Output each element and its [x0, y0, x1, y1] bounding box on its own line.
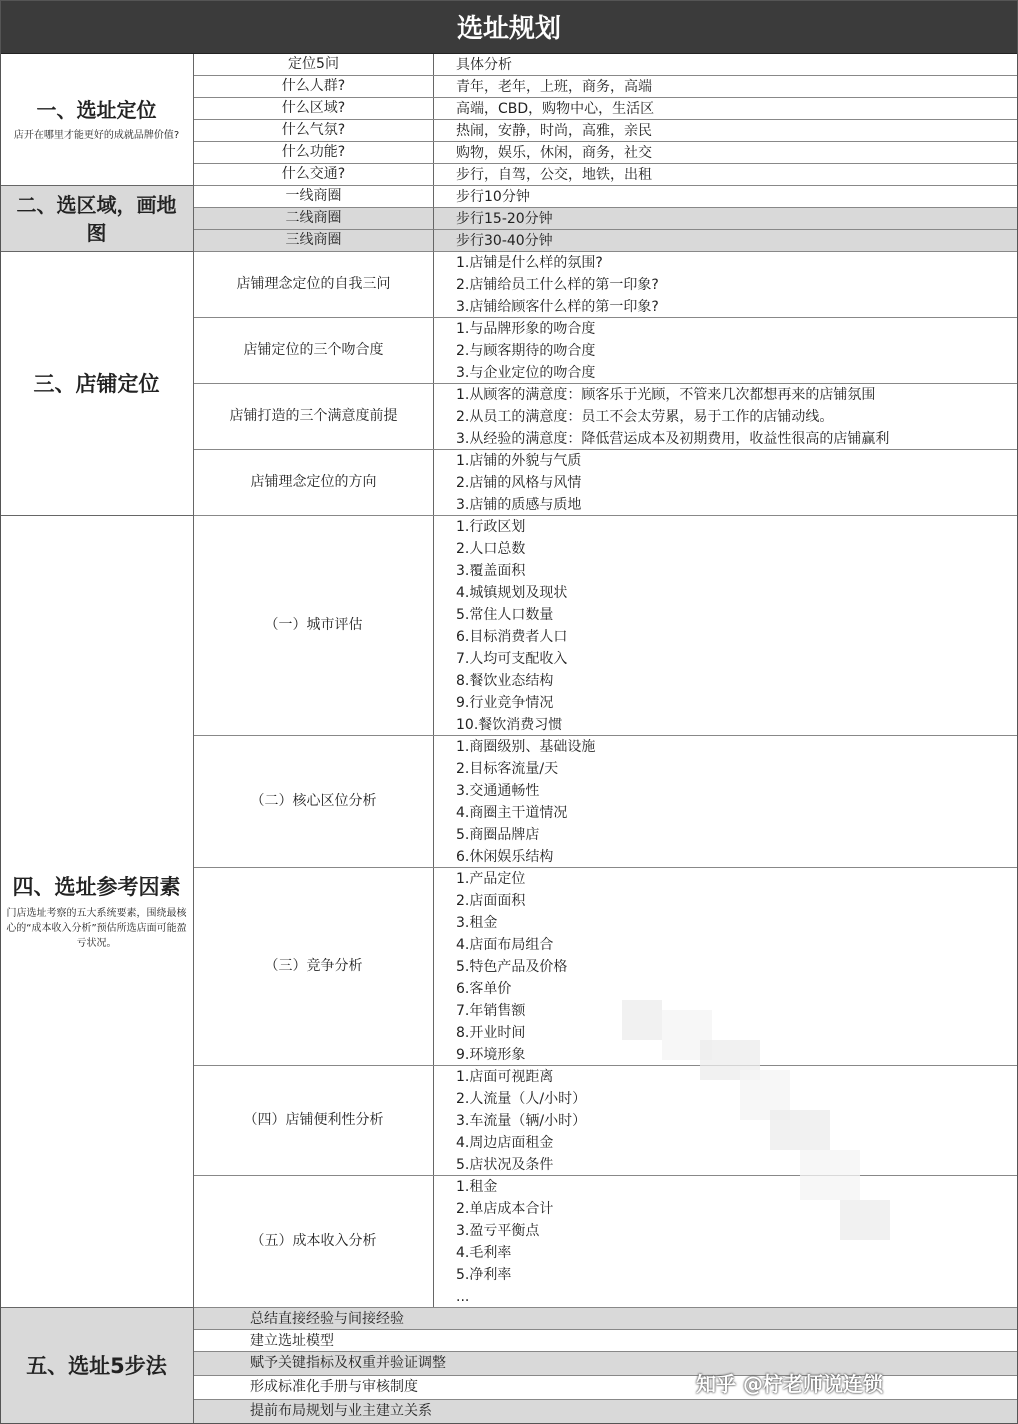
detail-line: ... [456, 1289, 470, 1305]
sec4-row-0-label: （一）城市评估 [194, 516, 434, 736]
section-1-title: 一、选址定位 [36, 98, 157, 122]
sec5-step-3: 形成标准化手册与审核制度 [194, 1376, 1018, 1400]
sec4-row-0-detail [194, 516, 1018, 736]
detail-line: 5.净利率 [456, 1267, 512, 1283]
detail-line: 6.休闲娱乐结构 [456, 849, 554, 865]
section-2-title: 二、选区域，画地图 [16, 192, 177, 245]
detail-line: 3.交通通畅性 [456, 783, 540, 799]
detail-line: 热闹，安静，时尚，高雅，亲民 [456, 123, 652, 139]
detail-line: 购物，娱乐，休闲，商务，社交 [456, 145, 652, 161]
detail-line: 3.租金 [456, 915, 498, 931]
detail-line: 3.店铺给顾客什么样的第一印象? [456, 299, 659, 315]
sec1-row-2-label: 什么区域? [194, 98, 434, 120]
sec3-row-0-label: 店铺理念定位的自我三问 [194, 252, 434, 318]
detail-line: 2.单店成本合计 [456, 1201, 554, 1217]
detail-line: 4.商圈主干道情况 [456, 805, 568, 821]
detail-line: 2.目标客流量/天 [456, 761, 559, 777]
detail-line: 5.常住人口数量 [456, 607, 554, 623]
section-4-desc: 门店选址考察的五大系统要素，围绕最核心的“成本收入分析”预估所选店面可能盈亏状况。 [6, 908, 187, 949]
detail-line: 具体分析 [456, 57, 512, 73]
detail-line: 1.行政区划 [456, 519, 526, 535]
sec4-row-4-label: （五）成本收入分析 [194, 1176, 434, 1308]
detail-line: 4.周边店面租金 [456, 1135, 554, 1151]
detail-line: 7.人均可支配收入 [456, 651, 568, 667]
sec2-row-2-label: 三线商圈 [194, 230, 434, 252]
detail-line: 3.从经验的满意度：降低营运成本及初期费用，收益性很高的店铺赢利 [456, 431, 890, 447]
detail-line: 3.盈亏平衡点 [456, 1223, 540, 1239]
sec4-row-2-detail [194, 868, 1018, 1066]
sec1-row-4-detail [194, 142, 1018, 164]
detail-line: 2.从员工的满意度：员工不会太劳累，易于工作的店铺动线。 [456, 409, 834, 425]
detail-line: 步行10分钟 [456, 189, 530, 205]
mosaic-block [840, 1200, 890, 1240]
detail-line: 1.店面可视距离 [456, 1069, 554, 1085]
sec4-row-1-label: （二）核心区位分析 [194, 736, 434, 868]
section-5-label [0, 1308, 194, 1424]
section-1-label [0, 54, 194, 186]
sec1-row-1-detail [194, 76, 1018, 98]
sec3-row-3-detail [194, 450, 1018, 516]
detail-line: 9.行业竞争情况 [456, 695, 554, 711]
detail-line: 1.与品牌形象的吻合度 [456, 321, 596, 337]
sec5-step-0: 总结直接经验与间接经验 [194, 1308, 1018, 1330]
sec1-row-2-detail [194, 98, 1018, 120]
watermark: 知乎 @柠老师说连锁 [696, 1372, 883, 1396]
section-4-title: 四、选址参考因素 [12, 875, 181, 899]
sec5-step-1: 建立选址模型 [194, 1330, 1018, 1352]
detail-line: 5.商圈品牌店 [456, 827, 540, 843]
detail-line: 青年，老年，上班，商务，高端 [456, 79, 652, 95]
section-2-label [0, 186, 194, 252]
sheet-title: 选址规划 [0, 0, 1018, 54]
sec3-row-1-label: 店铺定位的三个吻合度 [194, 318, 434, 384]
detail-line: 2.店铺的风格与风情 [456, 475, 582, 491]
section-3-title: 三、店铺定位 [33, 371, 160, 396]
section-5-title: 五、选址5步法 [26, 1353, 167, 1378]
detail-line: 4.毛利率 [456, 1245, 512, 1261]
detail-line: 2.人流量（人/小时） [456, 1091, 587, 1107]
sec5-step-4: 提前布局规划与业主建立关系 [194, 1400, 1018, 1424]
detail-line: 3.车流量（辆/小时） [456, 1113, 587, 1129]
detail-line: 1.店铺的外貌与气质 [456, 453, 582, 469]
detail-line: 步行30-40分钟 [456, 233, 553, 249]
detail-line: 3.店铺的质感与质地 [456, 497, 582, 513]
sec4-row-3-detail [194, 1066, 1018, 1176]
sec1-row-5-label: 什么交通? [194, 164, 434, 186]
sec3-row-2-detail [194, 384, 1018, 450]
detail-line: 8.餐饮业态结构 [456, 673, 554, 689]
sec1-row-1-label: 什么人群? [194, 76, 434, 98]
sec4-row-4-detail [194, 1176, 1018, 1308]
sec2-row-0-label: 一线商圈 [194, 186, 434, 208]
detail-line: 6.客单价 [456, 981, 512, 997]
detail-line: 7.年销售额 [456, 1003, 526, 1019]
sec3-row-0-detail [194, 252, 1018, 318]
sec5-step-2: 赋予关键指标及权重并验证调整 [194, 1352, 1018, 1376]
sec1-row-5-detail [194, 164, 1018, 186]
sec1-row-4-label: 什么功能? [194, 142, 434, 164]
sec2-row-1-label: 二线商圈 [194, 208, 434, 230]
detail-line: 2.店铺给员工什么样的第一印象? [456, 277, 659, 293]
sec1-row-0-detail [194, 54, 1018, 76]
detail-line: 8.开业时间 [456, 1025, 526, 1041]
section-4-label [0, 516, 194, 1308]
sec3-row-2-label: 店铺打造的三个满意度前提 [194, 384, 434, 450]
detail-line: 3.与企业定位的吻合度 [456, 365, 596, 381]
mosaic-block [800, 1150, 860, 1200]
detail-line: 1.从顾客的满意度：顾客乐于光顾，不管来几次都想再来的店铺氛围 [456, 387, 876, 403]
mosaic-block [622, 1000, 662, 1040]
detail-line: 1.店铺是什么样的氛围? [456, 255, 603, 271]
detail-line: 2.与顾客期待的吻合度 [456, 343, 596, 359]
detail-line: 1.商圈级别、基础设施 [456, 739, 596, 755]
detail-line: 步行15-20分钟 [456, 211, 553, 227]
detail-line: 4.店面布局组合 [456, 937, 554, 953]
detail-line: 3.覆盖面积 [456, 563, 526, 579]
sec4-row-1-detail [194, 736, 1018, 868]
detail-line: 5.特色产品及价格 [456, 959, 568, 975]
detail-line: 6.目标消费者人口 [456, 629, 568, 645]
detail-line: 10.餐饮消费习惯 [456, 717, 563, 733]
sec4-row-2-label: （三）竞争分析 [194, 868, 434, 1066]
detail-line: 步行，自驾，公交，地铁，出租 [456, 167, 652, 183]
detail-line: 4.城镇规划及现状 [456, 585, 568, 601]
detail-line: 5.店状况及条件 [456, 1157, 554, 1173]
detail-line: 2.人口总数 [456, 541, 526, 557]
detail-line: 2.店面面积 [456, 893, 526, 909]
sec3-row-1-detail [194, 318, 1018, 384]
detail-line: 1.租金 [456, 1179, 498, 1195]
sec1-row-3-detail [194, 120, 1018, 142]
mosaic-block [770, 1110, 830, 1150]
detail-line: 1.产品定位 [456, 871, 526, 887]
sec1-row-3-label: 什么气氛? [194, 120, 434, 142]
detail-line: 高端，CBD，购物中心，生活区 [456, 101, 655, 117]
detail-line: 9.环境形象 [456, 1047, 526, 1063]
section-3-label [0, 252, 194, 516]
sec4-row-3-label: （四）店铺便利性分析 [194, 1066, 434, 1176]
section-1-desc: 店开在哪里才能更好的成就品牌价值? [13, 130, 180, 141]
sec1-row-0-label: 定位5问 [194, 54, 434, 76]
sec3-row-3-label: 店铺理念定位的方向 [194, 450, 434, 516]
